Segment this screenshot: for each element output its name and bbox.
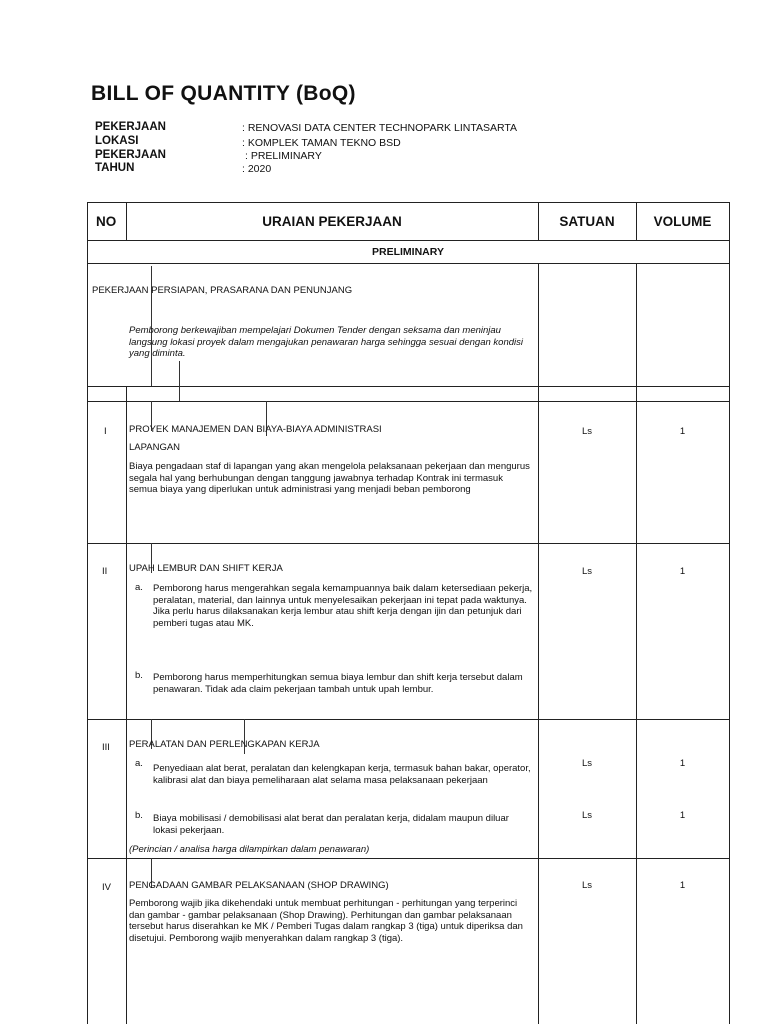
item-no: I [104,426,107,437]
item-volume: 1 [679,566,686,577]
item-no: IV [102,882,111,893]
intro-text: Pemborong berkewajiban mempelajari Dokumen Tender dengan seksama dan meninjau langsung lokasi proyek dalam mengajukan penawaran harga sehingga sesuai dengan kondisi yang diminta. [129,325,523,359]
item-title: PENGADAAN GAMBAR PELAKSANAAN (SHOP DRAWING) [129,880,389,891]
info-value-tahun: : 2020 [242,163,272,175]
item-title: UPAH LEMBUR DAN SHIFT KERJA [129,563,283,574]
table-row-divider [87,719,729,720]
item-no: III [102,742,110,753]
table-row-divider [87,543,729,544]
info-label-lokasi: LOKASI [95,135,139,147]
sub-item-text: Pemborong harus mengerahkan segala kemampuannya baik dalam ketersediaan pekerja, peralatan, material, dan lainnya untuk menyelesaikan pekerjaan ini tepat pada waktunya. Jika perlu harus dilaksanakan kerja lembur atau shift kerja dengan ijin dan petunjuk dari pemberi tugas atau MK. [153,583,533,629]
sub-item-text: Biaya mobilisasi / demobilisasi alat berat dan peralatan kerja, didalam maupun diluar lokasi pekerjaan. [153,813,509,836]
table-row-divider [87,386,729,387]
item-satuan: Ls [581,880,593,891]
item-volume: 1 [679,810,686,821]
sub-item-label: b. [135,810,143,821]
sub-item-text: Penyediaan alat berat, peralatan dan kelengkapan kerja, termasuk bahan bakar, operator, kalibrasi alat dan biaya pemeliharaan alat selama masa pelaksanaan pekerjaan [153,763,531,786]
item-no: II [102,566,108,577]
col-divider-no [126,386,127,1024]
table-header-bottom [87,240,729,241]
item-description: Biaya pengadaan staf di lapangan yang akan mengelola pelaksanaan pekerjaan dan mengurus segala hal yang berhubungan dengan tanggung jawabnya terhadap Kontrak ini termasuk semua biaya yang diperlukan untuk administrasi yang menjadi beban pemborong [129,461,530,495]
item-title: PERALATAN DAN PERLENGKAPAN KERJA [129,739,320,750]
info-label-tahun: TAHUN [95,162,135,174]
col-header-volume: VOLUME [653,214,712,229]
item-volume: 1 [679,758,686,769]
col-divider-satuan [636,263,637,1024]
document-title: BILL OF QUANTITY (BoQ) [91,82,356,105]
item-note: (Perincian / analisa harga dilampirkan dalam penawaran) [129,844,370,855]
sub-item-label: a. [135,582,143,593]
item-volume: 1 [679,426,686,437]
info-label-pekerjaan-2: PEKERJAAN [95,149,166,161]
table-row-divider [87,401,729,402]
item-volume: 1 [679,880,686,891]
item-title-cont: LAPANGAN [129,442,181,453]
sub-item-text: Pemborong harus memperhitungkan semua biaya lembur dan shift kerja tersebut dalam penawaran. Tidak ada claim pekerjaan tambah untuk upah lembur. [153,672,523,695]
table-border-top [87,202,729,203]
table-border-left [87,202,88,1024]
info-value-pekerjaan: : RENOVASI DATA CENTER TECHNOPARK LINTASARTA [242,122,517,134]
info-value-lokasi: : KOMPLEK TAMAN TEKNO BSD [242,137,401,149]
col-header-no: NO [96,214,117,229]
item-satuan: Ls [581,426,593,437]
col-header-uraian: URAIAN PEKERJAAN [262,214,402,229]
item-satuan: Ls [581,758,593,769]
table-border-right [729,202,730,1024]
col-header-satuan: SATUAN [559,214,615,229]
item-satuan: Ls [581,566,593,577]
intro-heading: PEKERJAAN PERSIAPAN, PRASARANA DAN PENUNJANG [92,285,353,296]
table-row-divider [87,858,729,859]
item-title: PROYEK MANAJEMEN DAN BIAYA-BIAYA ADMINISTRASI [129,424,382,435]
sub-item-label: a. [135,758,143,769]
item-satuan: Ls [581,810,593,821]
item-description: Pemborong wajib jika dikehendaki untuk membuat perhitungan - perhitungan yang terperinci dan gambar - gambar pelaksanaan (Shop Drawing). Perhitungan dan gambar pelaksanaan tersebut harus diserahkan ke MK / Pemberi Tugas dalam rangkap 3 (tiga) untuk diperiksa dan disetujui. Pemborong wajib menyerahkan dalam rangkap 3 (tiga). [129,898,523,944]
sub-item-label: b. [135,670,143,681]
decorative-stroke [179,361,180,401]
info-value-pekerjaan-2: : PRELIMINARY [245,150,322,162]
section-title: PRELIMINARY [372,246,444,258]
table-section-bottom [87,263,729,264]
col-divider-uraian [538,263,539,1024]
info-label-pekerjaan: PEKERJAAN [95,121,166,133]
